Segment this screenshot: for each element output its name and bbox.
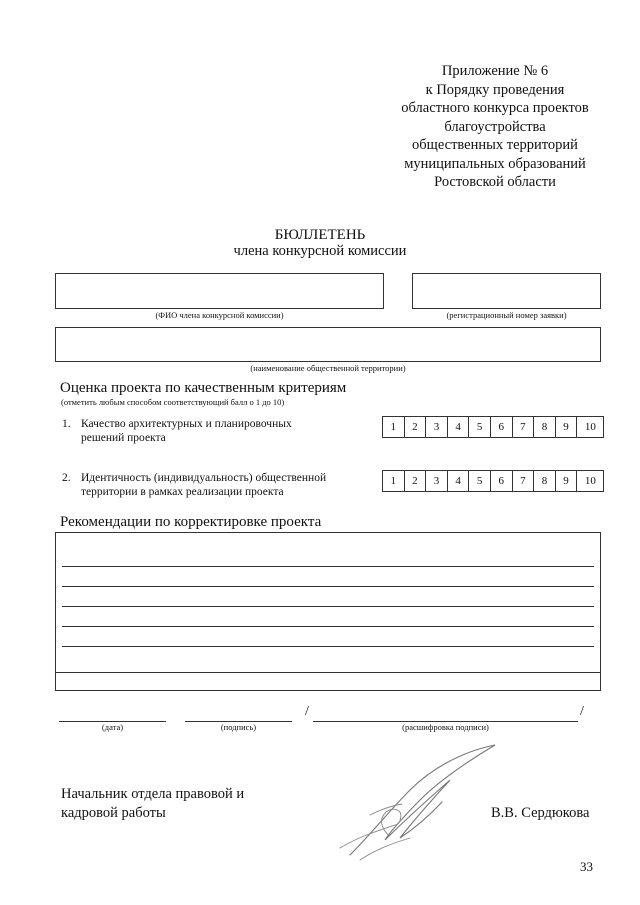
appendix-line: Приложение № 6 bbox=[441, 63, 549, 79]
signature-decoding-caption: (расшифровка подписи) bbox=[402, 722, 489, 732]
appendix-line: благоустройства bbox=[444, 118, 546, 135]
criterion-number: 2. bbox=[62, 472, 71, 484]
score-cell[interactable]: 1 bbox=[383, 471, 405, 491]
score-cell[interactable]: 5 bbox=[469, 471, 491, 491]
score-cell[interactable]: 8 bbox=[534, 471, 556, 491]
criterion-line: территории в рамках реализации проекта bbox=[81, 486, 284, 498]
signatory-name: В.В. Сердюкова bbox=[491, 805, 590, 821]
fio-caption: (ФИО члена конкурсной комиссии) bbox=[155, 310, 284, 320]
position-line: Начальник отдела правовой и bbox=[61, 786, 245, 802]
score-cell[interactable]: 3 bbox=[426, 417, 448, 437]
appendix-line: к Порядку проведения bbox=[425, 81, 565, 98]
position-title bbox=[61, 785, 244, 822]
score-cell[interactable]: 7 bbox=[513, 417, 535, 437]
criterion-text bbox=[81, 417, 292, 445]
criterion-line: решений проекта bbox=[81, 432, 166, 444]
writing-line bbox=[62, 566, 594, 567]
criterion-line: Идентичность (индивидуальность) общественной bbox=[81, 472, 327, 484]
criterion-line: Качество архитектурных и планировочных bbox=[81, 418, 292, 430]
recommendations-box[interactable] bbox=[55, 532, 601, 691]
score-cell[interactable]: 6 bbox=[491, 471, 513, 491]
position-line: кадровой работы bbox=[61, 804, 166, 821]
score-cell[interactable]: 9 bbox=[556, 471, 578, 491]
registration-number-caption: (регистрационный номер заявки) bbox=[446, 310, 567, 320]
score-cell[interactable]: 10 bbox=[584, 475, 596, 487]
writing-line bbox=[62, 606, 594, 607]
handwritten-signature bbox=[330, 740, 510, 865]
evaluation-heading: Оценка проекта по качественным критериям bbox=[60, 380, 347, 396]
writing-line bbox=[62, 586, 594, 587]
score-cell[interactable]: 6 bbox=[491, 417, 513, 437]
writing-line bbox=[62, 646, 594, 647]
registration-number-field[interactable] bbox=[412, 273, 601, 309]
territory-field[interactable] bbox=[55, 327, 601, 362]
score-cell[interactable]: 5 bbox=[469, 417, 491, 437]
appendix-line: областного конкурса проектов bbox=[401, 100, 589, 116]
appendix-line: общественных территорий bbox=[412, 137, 578, 153]
page-number: 33 bbox=[580, 859, 593, 874]
score-cell[interactable]: 7 bbox=[513, 471, 535, 491]
recommendations-heading: Рекомендации по корректировке проекта bbox=[60, 514, 322, 530]
appendix-line: муниципальных образований bbox=[404, 155, 586, 172]
score-cell[interactable]: 1 bbox=[383, 417, 405, 437]
fio-field[interactable] bbox=[55, 273, 384, 309]
bulletin-subtitle: члена конкурсной комиссии bbox=[233, 243, 407, 259]
score-cell[interactable]: 8 bbox=[534, 417, 556, 437]
date-caption: (дата) bbox=[101, 722, 124, 732]
bulletin-title: БЮЛЛЕТЕНЬ bbox=[274, 227, 366, 243]
criterion-text bbox=[81, 471, 326, 499]
score-cell[interactable]: 2 bbox=[405, 471, 427, 491]
signature-caption: (подпись) bbox=[220, 722, 257, 732]
score-cell[interactable]: 4 bbox=[448, 417, 470, 437]
evaluation-note: (отметить любым способом соответствующий балл о 1 до 10) bbox=[61, 397, 285, 407]
territory-caption: (наименование общественной территории) bbox=[250, 363, 406, 373]
slash-separator: / bbox=[580, 704, 584, 719]
score-cell[interactable]: 9 bbox=[556, 417, 578, 437]
score-cell[interactable]: 2 bbox=[405, 417, 427, 437]
score-cell[interactable]: 10 bbox=[584, 421, 596, 433]
score-cell[interactable]: 4 bbox=[448, 471, 470, 491]
writing-line bbox=[62, 626, 594, 627]
recommendations-divider bbox=[56, 672, 600, 673]
score-scale-criterion-2 bbox=[382, 470, 604, 492]
appendix-header bbox=[360, 62, 630, 192]
appendix-line: Ростовской области bbox=[434, 174, 556, 190]
slash-separator: / bbox=[305, 704, 309, 719]
score-cell[interactable]: 3 bbox=[426, 471, 448, 491]
criterion-number: 1. bbox=[62, 418, 71, 430]
score-scale-criterion-1 bbox=[382, 416, 604, 438]
